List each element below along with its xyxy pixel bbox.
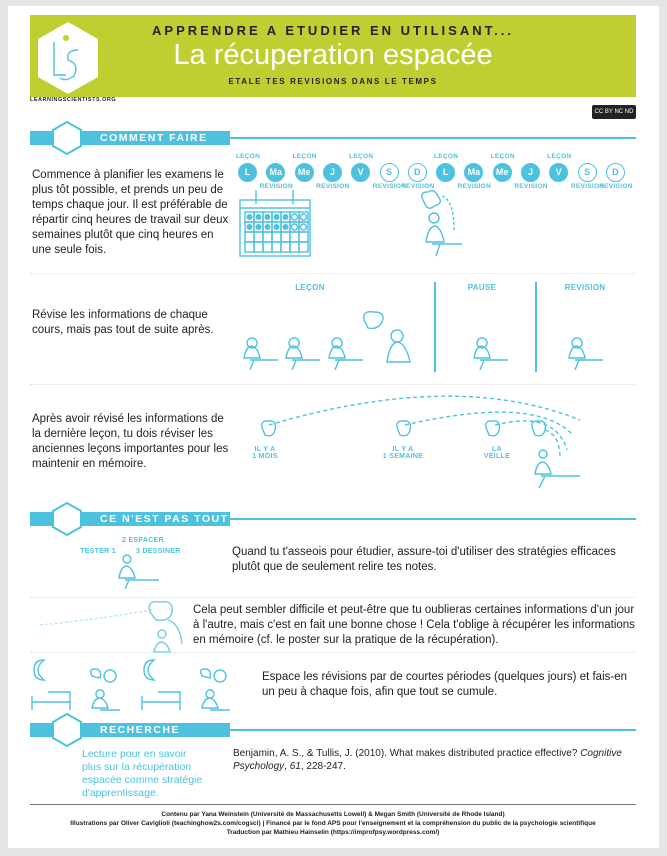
day-circle: Ma bbox=[266, 163, 285, 182]
student-figure bbox=[286, 338, 320, 370]
credit-translation: Traduction par Mathieu Hainselin (https://improfpsy.wordpress.com/) bbox=[226, 829, 440, 836]
ref-authors-title: Benjamin, A. S., & Tullis, J. (2010). What makes distributed practice effective? bbox=[233, 748, 581, 759]
day-circle: Ma bbox=[464, 163, 483, 182]
site-url: LEARNINGSCIENTISTS.ORG bbox=[30, 97, 117, 103]
col-revision-label: REVISION bbox=[564, 283, 606, 292]
time-label-1-month bbox=[245, 446, 285, 460]
lesson-label: LEÇON bbox=[292, 153, 317, 160]
revision-label: REVISION bbox=[372, 183, 407, 190]
day-circle: L bbox=[436, 163, 455, 182]
teacher-figure bbox=[364, 312, 410, 362]
ref-volume: 61 bbox=[289, 761, 301, 772]
day-circle: V bbox=[351, 163, 370, 182]
ref-sep: , bbox=[284, 761, 290, 772]
day-circle: D bbox=[408, 163, 427, 182]
time-label-line: 1 MOIS bbox=[252, 453, 278, 460]
spaced-arrows-illustration bbox=[255, 390, 595, 490]
espacer-text: ESPACER bbox=[128, 537, 164, 544]
dessiner-text: DESSINER bbox=[142, 548, 181, 555]
credit-content: Contenu par Yana Weinstein (Université de Massachusetts Lowell) & Megan Smith (Université de Rhode Island) bbox=[161, 811, 505, 818]
time-label-line: 1 SEMAINE bbox=[382, 453, 424, 460]
espacer-label bbox=[122, 537, 172, 544]
student-revising-icon bbox=[418, 190, 468, 258]
day-circle: Me bbox=[295, 163, 314, 182]
section-how: COMMENT FAIRE bbox=[30, 131, 230, 145]
tester-text: TESTER bbox=[80, 548, 110, 555]
calendar-icon bbox=[238, 190, 313, 258]
divider bbox=[30, 652, 636, 653]
page-title: La récuperation espacée bbox=[173, 39, 493, 71]
time-label-line: VEILLE bbox=[483, 453, 511, 460]
revision-label: REVISION bbox=[599, 183, 633, 190]
revision-label: REVISION bbox=[514, 183, 548, 190]
revision-label: REVISION bbox=[401, 183, 435, 190]
how-text-3: Après avoir révisé les informations de la dernière leçon, tu dois réviser les anciennes leçons importantes pour les maintenir en mémoire. bbox=[32, 413, 229, 470]
divider bbox=[30, 597, 636, 598]
lesson-label: LEÇON bbox=[433, 153, 459, 160]
day-circle: V bbox=[549, 163, 568, 182]
section-research: RECHERCHE bbox=[30, 723, 230, 737]
moon-icon bbox=[32, 660, 70, 710]
kicker: APPRENDRE A ETUDIER EN UTILISANT... bbox=[152, 23, 514, 38]
time-label-line: IL Y A bbox=[392, 446, 414, 453]
lesson-pause-revision-illustration bbox=[232, 300, 632, 370]
day-circle: S bbox=[578, 163, 597, 182]
more-text-2: Cela peut sembler difficile et peut-être que tu oublieras certaines informations d'un jour à l'autre, mais c'est en fait une bonne chose ! Cela t'oblige à récupérer les informations en mémoire (cf. le poster sur la pratique de la récupération). bbox=[193, 604, 635, 646]
research-lead: Lecture pour en savoir plus sur la récupération espacée comme stratégie d'apprentissage. bbox=[82, 748, 203, 799]
day-circle: L bbox=[238, 163, 257, 182]
col-pause-label: PAUSE bbox=[467, 283, 497, 292]
sleep-study-illustration bbox=[30, 656, 250, 712]
step-number: 3 bbox=[136, 548, 141, 555]
credit-illustrations: Illustrations par Oliver Caviglioli (teachinghow2s.com/cogsci) | Financé par le fond APS pour l'enseignement et la compréhension du public de la psychologie scientifique bbox=[70, 820, 596, 827]
sun-studying-icon bbox=[201, 669, 230, 710]
lesson-label: LEÇON bbox=[349, 153, 374, 160]
reference bbox=[233, 747, 633, 773]
day-circle: Me bbox=[493, 163, 512, 182]
hexagon-icon bbox=[52, 713, 82, 747]
day-circle: J bbox=[323, 163, 342, 182]
how-text-2: Révise les informations de chaque cours, mais pas tout de suite après. bbox=[32, 309, 214, 336]
hexagon-icon bbox=[52, 121, 82, 155]
how-text-1: Commence à planifier les examens le plus tôt possible, et prends un peu de temps chaque jour. Il est préférable de répartir cinq heures de travail sur deux semaines plutôt que cinq heures en une seule fois. bbox=[32, 169, 229, 256]
time-label-1-week bbox=[378, 446, 428, 460]
section-more: CE N'EST PAS TOUT bbox=[30, 512, 230, 526]
revision-label: REVISION bbox=[457, 183, 492, 190]
hexagon-icon bbox=[52, 502, 82, 536]
revision-label: REVISION bbox=[316, 183, 350, 190]
lesson-label: LEÇON bbox=[547, 153, 572, 160]
day-circle: J bbox=[521, 163, 540, 182]
day-circle: D bbox=[606, 163, 625, 182]
ref-pages: , 228-247. bbox=[300, 761, 346, 772]
student-figure bbox=[569, 338, 603, 370]
revision-label: REVISION bbox=[570, 183, 605, 190]
student-icon bbox=[115, 554, 165, 590]
footer-credits bbox=[30, 804, 636, 837]
more-text-3: Espace les révisions par de courtes périodes (quelques jours) et fais-en un peu à chaque fois, afin que tout se cumule. bbox=[262, 671, 627, 698]
col-lesson-label: LEÇON bbox=[295, 283, 325, 292]
tester-label bbox=[74, 548, 116, 555]
moon-icon bbox=[142, 660, 180, 710]
step-number: 1 bbox=[111, 548, 116, 555]
day-circle: S bbox=[380, 163, 399, 182]
student-figure bbox=[474, 338, 508, 370]
license-badge: CC BY NC ND bbox=[592, 105, 636, 119]
ref-journal: Cognitive Psychology bbox=[233, 748, 622, 772]
lesson-label: LEÇON bbox=[490, 153, 515, 160]
forgetting-curve-illustration bbox=[32, 600, 192, 655]
student-figure bbox=[244, 338, 278, 370]
time-label-day-before bbox=[477, 446, 517, 460]
step-number: 2 bbox=[122, 537, 127, 544]
lesson-label: LEÇON bbox=[235, 153, 261, 160]
time-label-line: IL Y A bbox=[254, 446, 276, 453]
subtitle: ETALE TES REVISIONS DANS LE TEMPS bbox=[228, 77, 438, 86]
logo-icon bbox=[36, 20, 100, 96]
student-figure bbox=[329, 338, 363, 370]
more-text-1: Quand tu t'asseois pour étudier, assure-toi d'utiliser des stratégies efficaces plutôt que de seulement relire tes notes. bbox=[232, 546, 616, 573]
header-banner bbox=[30, 15, 636, 97]
time-label-line: LA bbox=[492, 446, 502, 453]
divider bbox=[30, 384, 636, 385]
revision-label: REVISION bbox=[259, 183, 294, 190]
divider bbox=[30, 273, 636, 274]
sun-studying-icon bbox=[91, 669, 120, 710]
